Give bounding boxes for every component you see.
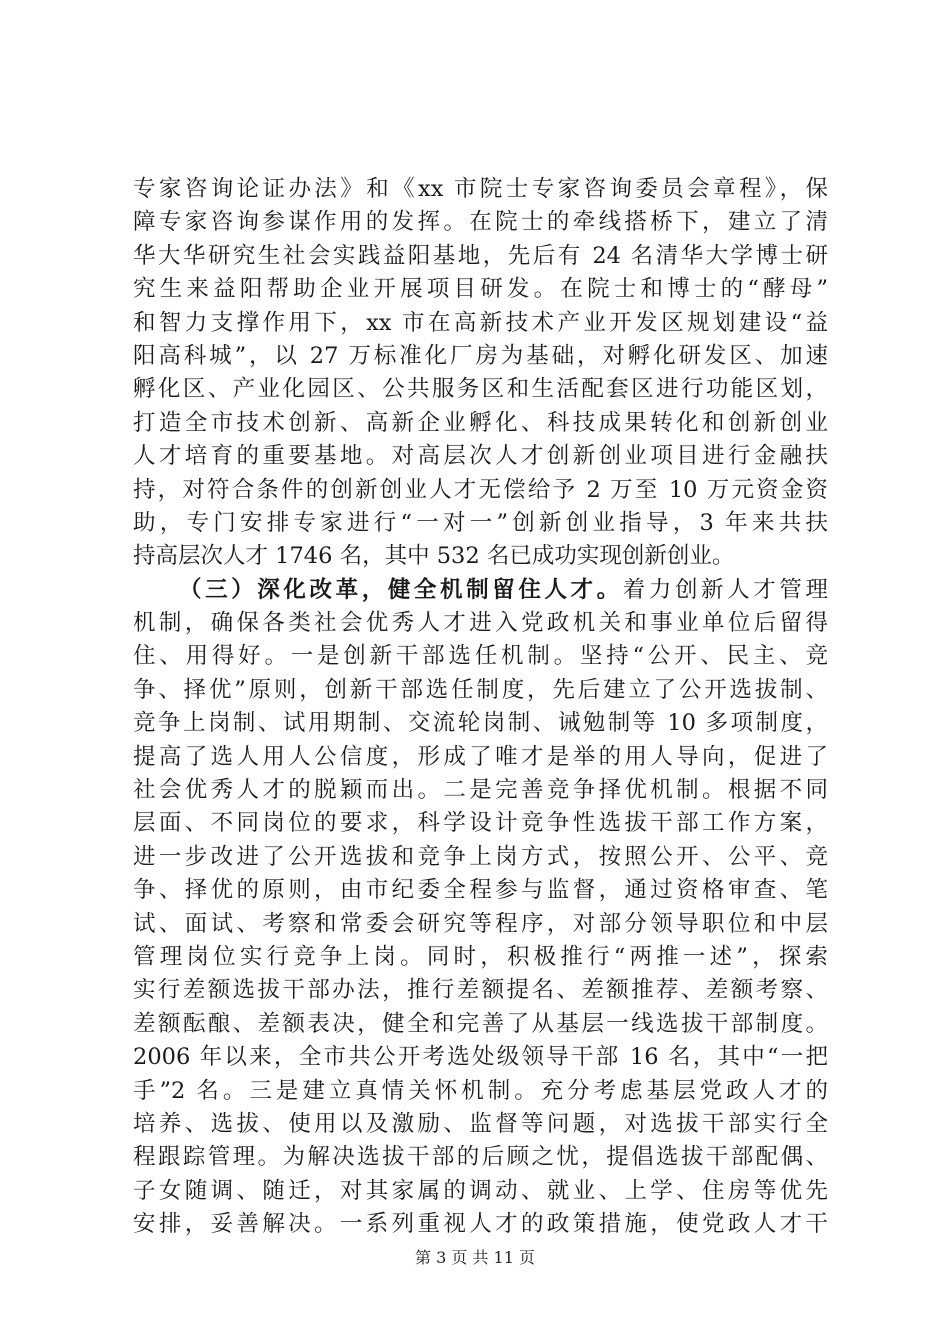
body-line: 机制，确保各类社会优秀人才进入党政机关和事业单位后留得 xyxy=(133,610,828,637)
body-line: 人才培育的重要基地。对高层次人才创新创业项目进行金融扶 xyxy=(133,443,828,470)
body-line: 培养、选拔、使用以及激励、监督等问题，对选拔干部实行全 xyxy=(133,1110,828,1137)
body-line: 持高层次人才 1746 名，其中 532 名已成功实现创新创业。 xyxy=(133,543,735,570)
body-line: 安排，妥善解决。一系列重视人才的政策措施，使党政人才干 xyxy=(133,1211,828,1238)
body-line: 专家咨询论证办法》和《xx 市院士专家咨询委员会章程》，保 xyxy=(133,176,828,202)
body-line: 持，对符合条件的创新创业人才无偿给予 2 万至 10 万元资金资 xyxy=(133,476,828,503)
body-line: 差额酝酿、差额表决，健全和完善了从基层一线选拔干部制度。 xyxy=(133,1010,828,1037)
section-3-first-line xyxy=(133,574,828,607)
body-line: 竞争上岗制、试用期制、交流轮岗制、诫勉制等 10 多项制度， xyxy=(133,710,828,737)
body-line: 试、面试、考察和常委会研究等程序，对部分领导职位和中层 xyxy=(133,910,828,937)
body-line: 住、用得好。一是创新干部选任机制。坚持“公开、民主、竞 xyxy=(133,643,828,670)
body-line: 管理岗位实行竞争上岗。同时，积极推行“两推一述”，探索 xyxy=(133,943,828,970)
body-line: 争、择优的原则，由市纪委全程参与监督，通过资格审查、笔 xyxy=(133,877,828,904)
body-line: 社会优秀人才的脱颖而出。二是完善竞争择优机制。根据不同 xyxy=(133,777,828,804)
body-line: 障专家咨询参谋作用的发挥。在院士的牵线搭桥下，建立了清 xyxy=(133,209,828,236)
body-line: 助，专门安排专家进行“一对一”创新创业指导，3 年来共扶 xyxy=(133,509,828,536)
body-line: 层面、不同岗位的要求，科学设计竞争性选拔干部工作方案， xyxy=(133,810,828,837)
body-line: 打造全市技术创新、高新企业孵化、科技成果转化和创新创业 xyxy=(133,409,828,436)
body-line: 子女随调、随迁，对其家属的调动、就业、上学、住房等优先 xyxy=(133,1177,828,1204)
body-line: 华大华研究生社会实践益阳基地，先后有 24 名清华大学博士研 xyxy=(133,242,828,269)
document-body xyxy=(133,173,828,1242)
body-line: 程跟踪管理。为解决选拔干部的后顾之忧，提倡选拔干部配偶、 xyxy=(133,1144,828,1171)
body-line: 提高了选人用人公信度，形成了唯才是举的用人导向，促进了 xyxy=(133,743,828,770)
body-line: 和智力支撑作用下，xx 市在高新技术产业开发区规划建设“益 xyxy=(133,309,828,336)
page-number-footer: 第 3 页 共 11 页 xyxy=(415,1248,535,1267)
body-line: 争、择优”原则，创新干部选任制度，先后建立了公开选拔制、 xyxy=(133,676,828,703)
body-line: 实行差额选拔干部办法，推行差额提名、差额推荐、差额考察、 xyxy=(133,977,828,1004)
body-line: 手”2 名。三是建立真情关怀机制。充分考虑基层党政人才的 xyxy=(133,1077,828,1104)
body-line: 进一步改进了公开选拔和竞争上岗方式，按照公开、公平、竞 xyxy=(133,843,828,870)
body-line: 孵化区、产业化园区、公共服务区和生活配套区进行功能区划， xyxy=(133,376,828,403)
section-3-first-line-text: 着力创新人才管理 xyxy=(622,576,828,603)
body-line: 2006 年以来，全市共公开考选处级领导干部 16 名，其中“一把 xyxy=(133,1044,828,1071)
body-line: 阳高科城”，以 27 万标准化厂房为基础，对孵化研发区、加速 xyxy=(133,342,828,369)
body-line: 究生来益阳帮助企业开展项目研发。在院士和博士的“酵母” xyxy=(133,276,828,303)
section-3-heading: （三）深化改革，健全机制留住人才。 xyxy=(179,576,623,603)
